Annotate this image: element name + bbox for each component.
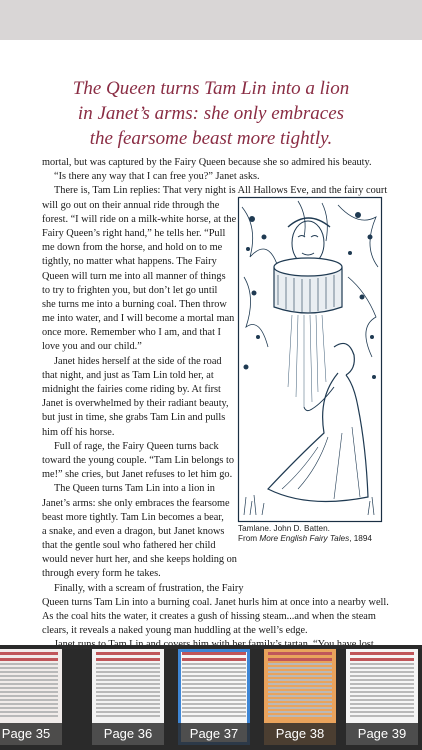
body-text-line-content: but just in time, she grabs Tam Lin and pulls <box>42 412 226 424</box>
pull-quote <box>20 76 402 151</box>
body-text-line-content: Full of rage, the Fairy Queen turns back <box>54 440 219 452</box>
caption-prefix: From <box>238 534 260 543</box>
page-thumbnail[interactable] <box>264 649 336 745</box>
body-text-line-content: will go out on their annual ride through the <box>42 199 220 211</box>
caption-line-2 <box>238 534 388 544</box>
page-thumbnail-label: Page 37 <box>178 723 250 745</box>
body-text-line-content: “Is there any way that I can free you?” Janet asks. <box>54 171 260 183</box>
body-text-line-content: me into water, and I will become a mortal man <box>42 313 235 325</box>
body-text-line-content: love you and our child.” <box>42 341 142 353</box>
illustration-caption <box>238 524 388 544</box>
body-text-line-content: Janet’s arms: she only embraces the fearsome <box>42 497 230 509</box>
body-text-line-content: a snake, and even a dragon, but Janet knows <box>42 525 225 537</box>
page-thumbnail-label: Page 36 <box>92 723 164 745</box>
body-text-line-content: toward the young couple. “Tam Lin belongs to <box>42 454 235 466</box>
body-text-line-content: Finally, with a scream of frustration, the Fairy <box>54 582 244 594</box>
body-text-line-content: through every form he takes. <box>42 568 161 580</box>
body-text-line-content: Janet is overwhelmed by their radiant beauty, <box>42 398 229 410</box>
body-text-line-content: midnight the fairies come riding by. At first <box>42 384 221 395</box>
caption-line-1: Tamlane. John D. Batten. <box>238 524 330 533</box>
illustration <box>238 197 382 522</box>
top-toolbar <box>0 0 422 40</box>
body-text-line-content: me down from the horse, and hold on to me <box>42 242 223 254</box>
page-thumbnail-label: Page 35 <box>0 723 62 745</box>
body-text-line <box>42 610 382 624</box>
thumbnail-preview <box>96 649 160 717</box>
body-text-line-content: forest. “I will ride on a milk-white horse, at the <box>42 213 237 225</box>
body-text-line <box>42 170 382 184</box>
body-text-line-content: mortal, but was captured by the Fairy Queen because she so admired his beauty. <box>42 157 372 168</box>
body-text-line-content: she turns me into a burning coal. Then throw <box>42 298 227 310</box>
body-text-line <box>42 582 382 596</box>
body-text-line-content: tightly, no matter what happens. The Fairy <box>42 256 217 268</box>
pull-quote-line: The Queen turns Tam Lin into a lion <box>72 78 350 99</box>
body-text-line <box>42 553 382 567</box>
pull-quote-line: the fearsome beast more tightly. <box>89 128 333 149</box>
caption-book-title: More English Fairy Tales <box>259 534 350 543</box>
body-text-line-content: clears, it reveals a naked young man huddling at the well’s edge. <box>42 625 308 637</box>
page-thumbnail[interactable] <box>92 649 164 745</box>
body-text-line <box>42 596 389 610</box>
page-thumbnail-label: Page 39 <box>346 723 418 745</box>
body-text-line-content: to try to frighten you, but don’t let go until <box>42 284 218 296</box>
body-text-line-content: The Queen turns Tam Lin into a lion in <box>54 483 215 495</box>
pull-quote-line: in Janet’s arms: she only embraces <box>77 103 345 124</box>
body-text-line <box>42 156 382 170</box>
page-thumbnail[interactable] <box>178 649 250 745</box>
body-text-line-content: Janet hides herself at the side of the road <box>54 355 222 367</box>
body-text-line-content: Queen will turn me into all manner of things <box>42 270 226 282</box>
body-text-line-content: beast more tightly. Tam Lin becomes a bear, <box>42 511 224 523</box>
book-page <box>0 40 422 645</box>
body-text-line-content: that the gentle soul who fathered her child <box>42 540 216 552</box>
body-text-line-content: There is, Tam Lin replies: That very night is All Hallows Eve, and the fairy court <box>54 185 388 197</box>
body-text-line <box>42 624 382 638</box>
page-thumbnail-label: Page 38 <box>264 723 336 745</box>
body-text-line-content: As the coal hits the water, it creates a gush of hissing steam...and when the steam <box>42 611 376 622</box>
thumbnail-preview <box>182 649 246 717</box>
thumbnail-preview <box>0 649 58 717</box>
body-text-line-content: Queen turns Tam Lin into a burning coal. Janet hurls him at once into a nearby well. <box>42 596 389 608</box>
body-text-line-content: that night, and just as Tam Lin told her, at <box>42 369 214 381</box>
body-text-line-content: him off his horse. <box>42 426 115 438</box>
caption-suffix: , 1894 <box>349 534 372 543</box>
body-text-line-content: would never hurt her, and she keeps holding on <box>42 554 237 566</box>
page-thumbnail[interactable] <box>0 649 62 745</box>
page-thumbnail-strip <box>0 645 422 750</box>
body-text-line-content: Fairy Queen’s right hand,” he tells her. “Pull <box>42 227 226 239</box>
body-text-line-content: once more. Remember who I am, and that I <box>42 327 221 339</box>
page-thumbnail[interactable] <box>346 649 418 745</box>
illustration-drawing <box>238 197 382 522</box>
thumbnail-preview <box>350 649 414 717</box>
thumbnail-preview <box>268 649 332 717</box>
body-text-line <box>42 567 382 581</box>
body-text-line-content: me!” she cries, but Janet refuses to let him go. <box>42 469 233 481</box>
